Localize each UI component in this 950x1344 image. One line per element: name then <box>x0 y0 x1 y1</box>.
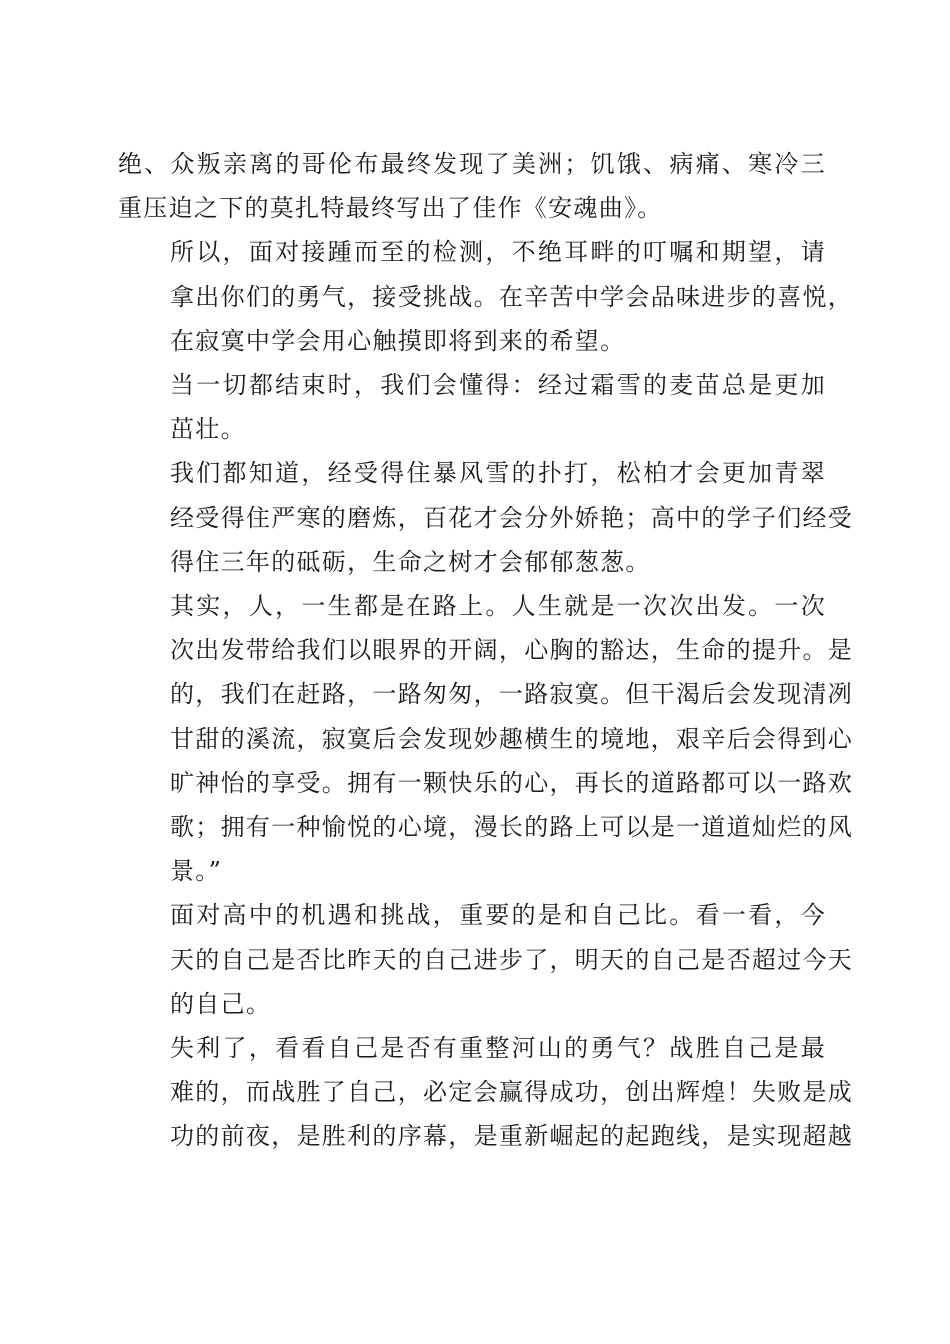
paragraph <box>118 584 854 893</box>
text-line: 景。” <box>170 857 223 886</box>
paragraph <box>118 142 826 230</box>
paragraph <box>118 363 826 451</box>
paragraph <box>118 451 854 584</box>
text-line: 重压迫之下的莫扎特最终写出了佳作《安魂曲》。 <box>118 194 663 223</box>
text-line: 经受得住严寒的磨炼，百花才会分外娇艳；高中的学子们经受 <box>170 503 854 532</box>
text-line: 的自己。 <box>170 989 272 1018</box>
document-body <box>118 142 854 1159</box>
text-line: 拿出你们的勇气，接受挑战。在辛苦中学会品味进步的喜悦， <box>170 282 854 311</box>
text-line: 绝、众叛亲离的哥伦布最终发现了美洲；饥饿、病痛、寒冷三 <box>118 150 826 178</box>
text-line: 旷神怡的享受。拥有一颗快乐的心，再长的道路都可以一路欢 <box>170 768 854 797</box>
text-line: 其实，人，一生都是在路上。人生就是一次次出发。一次 <box>170 592 826 621</box>
text-line: 当一切都结束时，我们会懂得：经过霜雪的麦苗总是更加 <box>170 371 826 400</box>
text-line: 在寂寞中学会用心触摸即将到来的希望。 <box>170 326 626 355</box>
text-line: 我们都知道，经受得住暴风雪的扑打，松柏才会更加青翠 <box>170 459 826 488</box>
text-line: 得住三年的砥砺，生命之树才会郁郁葱葱。 <box>170 547 651 576</box>
text-line: 歌；拥有一种愉悦的心境，漫长的路上可以是一道道灿烂的风 <box>170 813 854 842</box>
text-line: 天的自己是否比昨天的自己进步了，明天的自己是否超过今天 <box>170 945 854 974</box>
paragraph <box>118 1026 854 1159</box>
paragraph <box>118 230 854 363</box>
text-line: 失利了，看看自己是否有重整河山的勇气？战胜自己是最 <box>170 1034 826 1063</box>
text-line: 难的，而战胜了自己，必定会赢得成功，创出辉煌！失败是成 <box>170 1078 854 1107</box>
text-line: 所以，面对接踵而至的检测，不绝耳畔的叮嘱和期望，请 <box>170 238 826 267</box>
text-line: 面对高中的机遇和挑战，重要的是和自己比。看一看，今 <box>170 901 826 930</box>
text-line: 茁壮。 <box>170 415 246 444</box>
paragraph <box>118 893 854 1026</box>
text-line: 的，我们在赶路，一路匆匆，一路寂寞。但干渴后会发现清冽 <box>170 680 854 709</box>
text-line: 功的前夜，是胜利的序幕，是重新崛起的起跑线，是实现超越 <box>170 1122 854 1151</box>
text-line: 甘甜的溪流，寂寞后会发现妙趣横生的境地，艰辛后会得到心 <box>170 724 854 753</box>
text-line: 次出发带给我们以眼界的开阔，心胸的豁达，生命的提升。是 <box>170 636 854 665</box>
